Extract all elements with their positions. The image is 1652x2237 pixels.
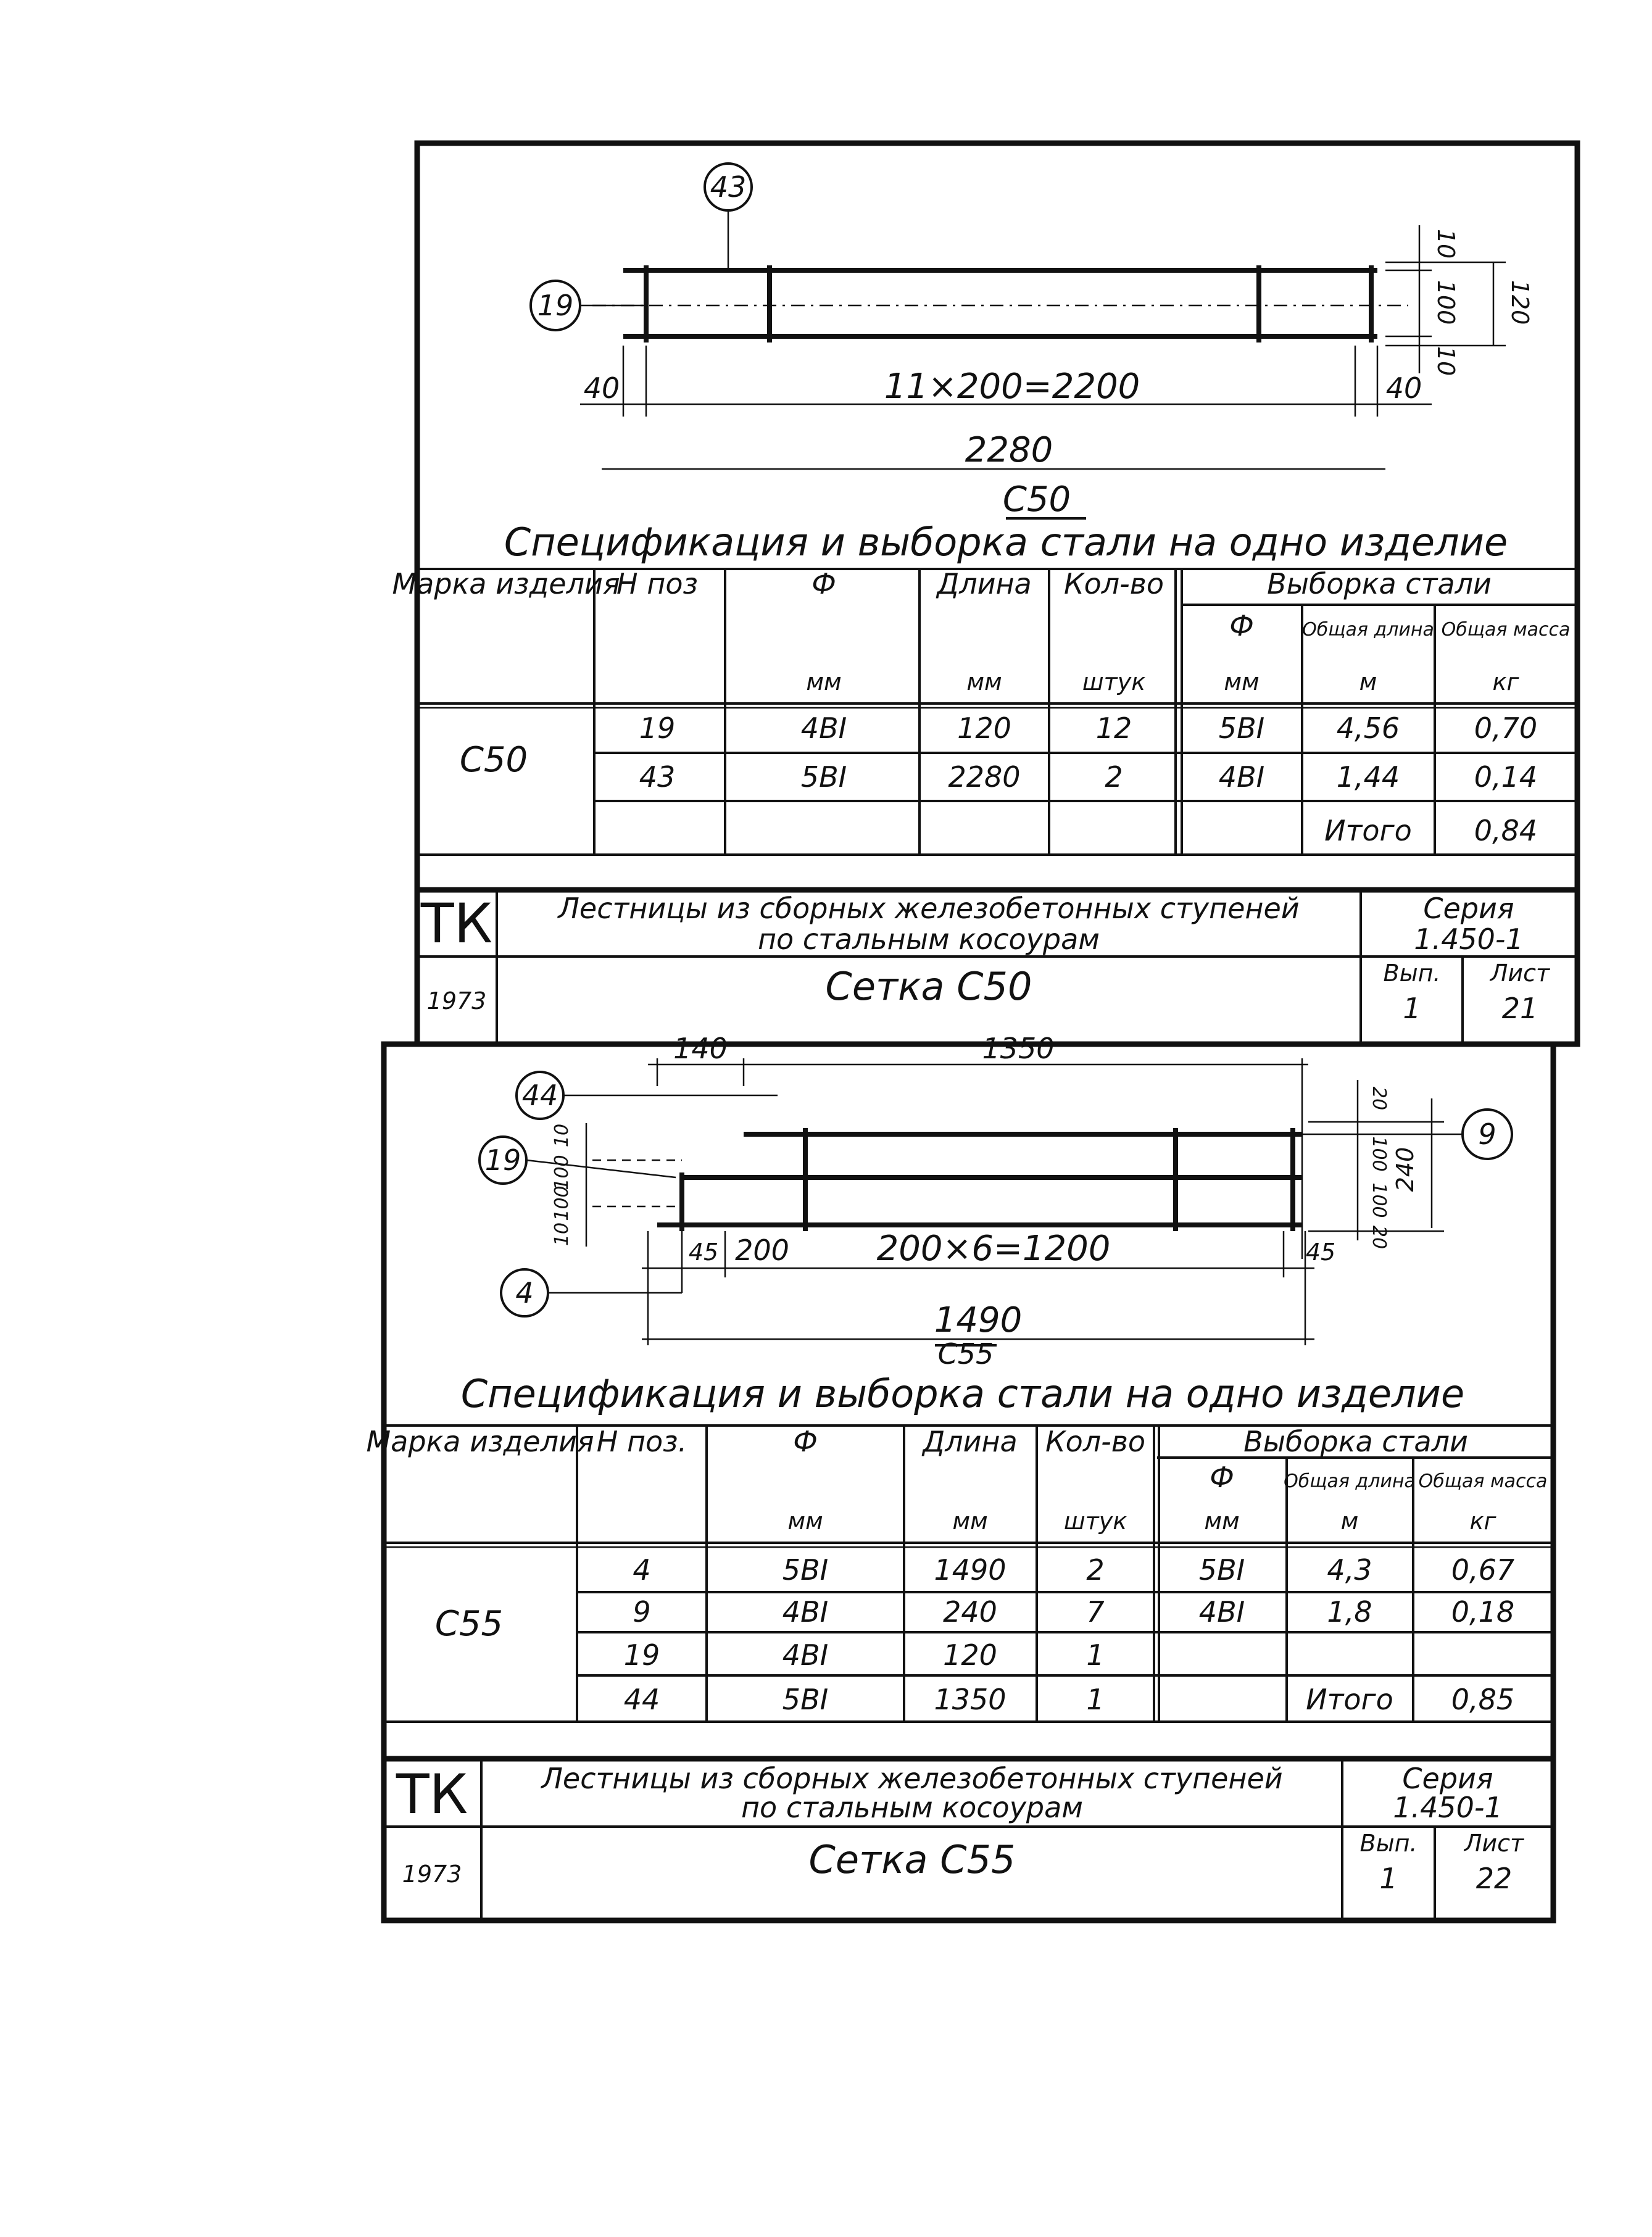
header-sel-mass-unit: кг xyxy=(1469,1508,1496,1535)
header-qty: Кол-во xyxy=(1063,567,1164,600)
cell-qty: 2 xyxy=(1086,1553,1105,1587)
title-block xyxy=(417,890,1577,1044)
cell-pos: 43 xyxy=(639,760,676,794)
header-qty-unit: штук xyxy=(1063,1508,1127,1535)
cell-mark: С50 xyxy=(459,740,528,780)
header-selection: Выборка стали xyxy=(1267,567,1492,600)
cell-qty: 1 xyxy=(1086,1638,1105,1672)
dimension-right-100: 100 xyxy=(1368,1136,1390,1172)
cell-dia: 5ВI xyxy=(782,1683,829,1716)
cell-dia: 4ВI xyxy=(782,1595,829,1629)
cell-qty: 12 xyxy=(1095,712,1132,745)
cell-qty: 1 xyxy=(1086,1683,1105,1716)
cell-pos: 9 xyxy=(633,1595,651,1629)
header-sel-length-unit: м xyxy=(1340,1508,1359,1535)
cell-sel-length: 1,8 xyxy=(1327,1595,1372,1629)
header-pos: Н поз xyxy=(616,567,698,600)
stamp-series-value: 1.450-1 xyxy=(1393,1791,1503,1824)
mesh-drawing xyxy=(479,1032,1512,1371)
header-sel-dia: Ф xyxy=(1229,609,1254,642)
cell-dia: 4ВI xyxy=(782,1638,829,1672)
cell-dia: 5ВI xyxy=(782,1553,829,1587)
cell-sel-mass: 0,67 xyxy=(1451,1553,1515,1587)
header-dia: Ф xyxy=(811,567,836,600)
dimension-40-left: 40 xyxy=(583,371,620,405)
stamp-year: 1973 xyxy=(402,1861,462,1888)
dimension-100: 100 xyxy=(1432,280,1459,325)
header-mark: Марка изделия xyxy=(366,1425,594,1458)
sheet-c50 xyxy=(392,143,1577,1044)
dimension-1350: 1350 xyxy=(982,1032,1055,1065)
cell-pos: 19 xyxy=(623,1638,660,1672)
position-19: 19 xyxy=(484,1143,521,1177)
header-pos: Н поз. xyxy=(596,1425,687,1458)
stamp-issue-label: Вып. xyxy=(1383,960,1441,987)
cell-sel-length: 4,3 xyxy=(1327,1553,1372,1587)
stamp-sheet-label: Лист xyxy=(1464,1830,1524,1857)
dimension-right-20b: 20 xyxy=(1368,1225,1390,1250)
dimension-2280: 2280 xyxy=(965,430,1053,470)
cell-total-value: 0,85 xyxy=(1451,1683,1515,1716)
header-sel-length-unit: м xyxy=(1359,668,1377,695)
stamp-title-line2: по стальным косоурам xyxy=(757,923,1100,956)
dimension-40-right: 40 xyxy=(1385,371,1422,405)
stamp-issue-value: 1 xyxy=(1403,992,1421,1025)
cell-length: 1490 xyxy=(934,1553,1007,1587)
dimension-10-bottom: 10 xyxy=(1432,346,1459,376)
header-sel-mass-unit: кг xyxy=(1492,668,1519,695)
cell-length: 1350 xyxy=(934,1683,1007,1716)
dimension-1490: 1490 xyxy=(934,1300,1023,1340)
cell-mark: С55 xyxy=(434,1604,504,1644)
mesh-drawing xyxy=(531,164,1534,520)
leader-line xyxy=(526,1160,676,1177)
dimension-left-100: 100 xyxy=(551,1155,573,1190)
stamp-series-label: Серия xyxy=(1423,892,1514,925)
dimension-45-left: 45 xyxy=(688,1239,719,1266)
position-43: 43 xyxy=(710,170,747,204)
cell-sel-length: 4,56 xyxy=(1336,712,1400,745)
dimension-10-top: 10 xyxy=(1432,228,1459,259)
dimension-chain-2200: 11×200=2200 xyxy=(884,367,1140,407)
title-block xyxy=(384,1759,1553,1920)
cell-length: 2280 xyxy=(948,760,1021,794)
header-length: Длина xyxy=(937,567,1032,600)
cell-sel-dia: 4ВI xyxy=(1218,760,1265,794)
stamp-title-line1: Лестницы из сборных железобетонных ступеней xyxy=(541,1762,1283,1795)
stamp-title-line1: Лестницы из сборных железобетонных ступеней xyxy=(558,892,1300,925)
cell-pos: 19 xyxy=(639,712,676,745)
stamp-title-line2: по стальным косоурам xyxy=(741,1791,1084,1824)
mesh-mark-c55: С55 xyxy=(937,1337,994,1371)
dimension-200: 200 xyxy=(735,1234,789,1267)
dimension-140: 140 xyxy=(673,1032,728,1065)
header-dia: Ф xyxy=(793,1425,818,1458)
stamp-series-value: 1.450-1 xyxy=(1414,923,1524,956)
cell-length: 120 xyxy=(943,1638,997,1672)
header-sel-dia-unit: мм xyxy=(1224,668,1260,695)
cell-length: 240 xyxy=(943,1595,997,1629)
dimension-right-20: 20 xyxy=(1368,1086,1390,1111)
spec-table xyxy=(392,567,1577,890)
stamp-issue-label: Вып. xyxy=(1359,1830,1417,1857)
dimension-chain-1200: 200×6=1200 xyxy=(876,1229,1111,1269)
stamp-year: 1973 xyxy=(426,987,487,1015)
dimension-240: 240 xyxy=(1392,1147,1419,1192)
header-sel-dia-unit: мм xyxy=(1204,1508,1240,1535)
cell-sel-mass: 0,18 xyxy=(1451,1595,1515,1629)
dimension-45-right: 45 xyxy=(1305,1239,1336,1266)
stamp-tk: ТК xyxy=(420,892,493,955)
position-44: 44 xyxy=(521,1079,558,1112)
header-qty-unit: штук xyxy=(1082,668,1146,695)
dimension-right-100b: 100 xyxy=(1368,1182,1390,1218)
cell-total-label: Итого xyxy=(1306,1683,1393,1716)
stamp-series-label: Серия xyxy=(1402,1762,1493,1795)
cell-sel-dia: 5ВI xyxy=(1198,1553,1245,1587)
header-length-unit: мм xyxy=(966,668,1002,695)
cell-qty: 7 xyxy=(1086,1595,1105,1629)
dimension-left-10: 10 xyxy=(551,1123,573,1148)
header-qty: Кол-во xyxy=(1045,1425,1146,1458)
mesh-mark-c50: С50 xyxy=(1002,479,1071,520)
cell-total-label: Итого xyxy=(1324,814,1412,847)
cell-length: 120 xyxy=(957,712,1011,745)
spec-table xyxy=(366,1425,1553,1759)
cell-dia: 4ВI xyxy=(800,712,847,745)
spec-title: Спецификация и выборка стали на одно изделие xyxy=(460,1371,1465,1416)
header-length: Длина xyxy=(923,1425,1018,1458)
stamp-tk: ТК xyxy=(396,1762,468,1826)
cell-qty: 2 xyxy=(1105,760,1123,794)
cell-sel-dia: 5ВI xyxy=(1218,712,1265,745)
cell-pos: 44 xyxy=(623,1683,660,1716)
dimension-left-10b: 10 xyxy=(551,1222,573,1247)
stamp-sheet-label: Лист xyxy=(1490,960,1550,987)
stamp-sheet-value: 22 xyxy=(1476,1862,1513,1895)
header-sel-mass: Общая масса xyxy=(1441,619,1571,641)
cell-pos: 4 xyxy=(633,1553,651,1587)
dimension-left-100b: 100 xyxy=(551,1185,573,1221)
dimension-120: 120 xyxy=(1506,280,1534,325)
stamp-name: Сетка С50 xyxy=(825,964,1032,1009)
header-dia-unit: мм xyxy=(806,668,842,695)
cell-sel-dia: 4ВI xyxy=(1198,1595,1245,1629)
header-mark: Марка изделия xyxy=(392,567,620,600)
stamp-issue-value: 1 xyxy=(1379,1862,1398,1895)
cell-total-value: 0,84 xyxy=(1474,814,1538,847)
stamp-sheet-value: 21 xyxy=(1501,992,1538,1025)
header-sel-length: Общая длина xyxy=(1284,1471,1416,1492)
position-4: 4 xyxy=(515,1276,534,1309)
header-sel-length: Общая длина xyxy=(1302,619,1434,641)
header-length-unit: мм xyxy=(952,1508,988,1535)
position-19: 19 xyxy=(537,289,574,322)
cell-sel-mass: 0,14 xyxy=(1474,760,1538,794)
header-sel-dia: Ф xyxy=(1210,1461,1234,1494)
spec-title: Спецификация и выборка стали на одно изделие xyxy=(504,520,1508,565)
header-selection: Выборка стали xyxy=(1243,1425,1468,1458)
cell-sel-mass: 0,70 xyxy=(1474,712,1538,745)
stamp-name: Сетка С55 xyxy=(808,1837,1016,1882)
header-sel-mass: Общая масса xyxy=(1418,1471,1548,1492)
cell-sel-length: 1,44 xyxy=(1336,760,1400,794)
cell-dia: 5ВI xyxy=(800,760,847,794)
header-dia-unit: мм xyxy=(787,1508,823,1535)
sheet-c55 xyxy=(366,1032,1553,1920)
position-9: 9 xyxy=(1478,1118,1496,1151)
